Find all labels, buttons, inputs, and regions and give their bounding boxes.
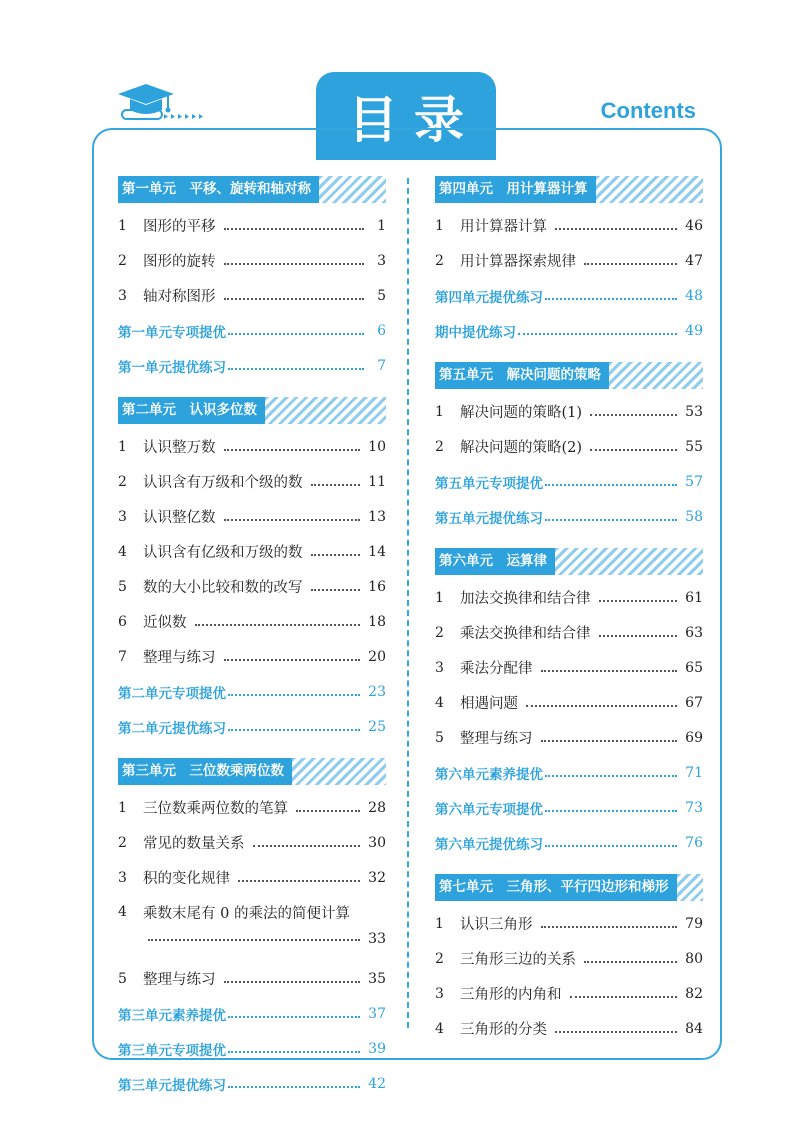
entry-title: 三角形三边的关系 (460, 952, 576, 968)
dot-leader (224, 449, 361, 451)
entry-page: 1 (377, 217, 386, 234)
dot-leader (228, 333, 364, 335)
toc-entry[interactable] (118, 860, 386, 895)
entry-title: 用计算器计算 (460, 219, 547, 235)
toc-entry-practice[interactable] (118, 674, 386, 709)
entry-page: 49 (685, 322, 703, 339)
toc-entry[interactable] (118, 790, 386, 825)
toc-entry[interactable] (435, 941, 703, 976)
dot-leader (545, 775, 677, 777)
entry-number: 1 (435, 217, 444, 234)
entry-title: 第四单元提优练习 (435, 289, 543, 306)
graduation-cap-icon (116, 80, 206, 126)
dot-leader (545, 810, 677, 812)
entry-number: 2 (118, 834, 127, 851)
entry-title: 三角形的内角和 (460, 987, 562, 1003)
entry-page: 11 (368, 473, 386, 490)
entry-page: 20 (368, 648, 386, 665)
entry-number: 1 (435, 403, 444, 420)
entry-page: 10 (368, 438, 386, 455)
dot-leader (545, 484, 677, 486)
dot-leader (238, 880, 360, 882)
entry-page: 67 (685, 694, 703, 711)
entry-page: 65 (685, 659, 703, 676)
entry-page: 80 (685, 950, 703, 967)
entry-title: 积的变化规律 (143, 871, 230, 887)
entry-number: 4 (118, 543, 127, 560)
entry-title: 图形的旋转 (143, 254, 216, 270)
stripe-decoration (555, 548, 703, 575)
entry-page: 35 (368, 970, 386, 987)
toc-entry[interactable] (118, 243, 386, 278)
entry-page: 33 (368, 931, 386, 947)
dot-leader (224, 519, 361, 521)
entry-number: 7 (118, 648, 127, 665)
toc-entry[interactable] (118, 208, 386, 243)
entry-page: 69 (685, 729, 703, 746)
entry-number: 3 (118, 508, 127, 525)
entry-page: 18 (368, 613, 386, 630)
entry-title: 认识含有亿级和万级的数 (143, 545, 303, 561)
entry-title: 相遇问题 (460, 696, 518, 712)
toc-entry[interactable] (435, 394, 703, 429)
dot-leader (545, 845, 677, 847)
entry-title: 解决问题的策略(2) (460, 440, 583, 456)
entry-title: 第五单元专项提优 (435, 475, 543, 492)
toc-left-column (118, 176, 386, 1101)
entry-title: 图形的平移 (143, 219, 216, 235)
entry-page: 53 (685, 403, 703, 420)
entry-number: 4 (435, 694, 444, 711)
toc-entry[interactable] (118, 569, 386, 604)
entry-page: 28 (368, 799, 386, 816)
entry-title: 加法交换律和结合律 (460, 591, 591, 607)
dot-leader (545, 298, 677, 300)
unit-header (118, 397, 386, 424)
toc-entry[interactable] (435, 685, 703, 720)
entry-page: 42 (368, 1075, 386, 1092)
entry-number: 2 (435, 950, 444, 967)
entry-page: 46 (685, 217, 703, 234)
entry-page: 71 (685, 764, 703, 781)
toc-entry[interactable] (118, 429, 386, 464)
entry-page: 79 (685, 915, 703, 932)
dot-leader (296, 810, 360, 812)
dot-leader (224, 659, 361, 661)
entry-title: 乘法交换律和结合律 (460, 626, 591, 642)
dot-leader (555, 1031, 677, 1033)
dot-leader (228, 1086, 360, 1088)
dot-leader (541, 670, 678, 672)
entry-title: 第三单元提优练习 (118, 1077, 226, 1094)
dot-leader (599, 635, 678, 637)
dot-leader (555, 228, 677, 230)
stripe-decoration (609, 362, 703, 389)
entry-title: 三位数乘两位数的笔算 (143, 801, 288, 817)
toc-entry[interactable] (435, 976, 703, 1011)
toc-entry[interactable] (435, 208, 703, 243)
entry-page: 7 (377, 357, 386, 374)
entry-number: 2 (118, 252, 127, 269)
dot-leader (584, 961, 677, 963)
entry-title: 第二单元专项提优 (118, 685, 226, 702)
entry-page: 73 (685, 799, 703, 816)
entry-page: 6 (377, 322, 386, 339)
stripe-decoration (596, 176, 704, 203)
dot-leader (228, 1051, 360, 1053)
toc-entry[interactable] (435, 243, 703, 278)
entry-number: 1 (435, 915, 444, 932)
dot-leader (526, 705, 677, 707)
entry-title: 第六单元专项提优 (435, 801, 543, 818)
dot-leader (228, 729, 360, 731)
entry-number: 5 (118, 970, 127, 987)
contents-label: Contents (600, 98, 696, 123)
entry-page: 58 (685, 508, 703, 525)
entry-title: 乘数末尾有 0 的乘法的简便计算 (143, 905, 350, 922)
unit-header (435, 548, 703, 575)
entry-number: 3 (118, 287, 127, 304)
dot-leader (545, 519, 677, 521)
entry-title: 解决问题的策略(1) (460, 405, 583, 421)
toc-entry-practice[interactable] (435, 499, 703, 534)
stripe-decoration (319, 176, 386, 203)
entry-page: 5 (377, 287, 386, 304)
unit-title: 第七单元 三角形、平行四边形和梯形 (435, 874, 677, 901)
entry-title: 第一单元专项提优 (118, 324, 226, 341)
entry-number: 3 (435, 659, 444, 676)
stripe-decoration (265, 397, 386, 424)
entry-page: 61 (685, 589, 703, 606)
dot-leader (584, 263, 677, 265)
entry-title: 常见的数量关系 (143, 836, 245, 852)
entry-title: 第二单元提优练习 (118, 720, 226, 737)
toc-entry[interactable] (435, 650, 703, 685)
toc-entry-practice[interactable] (435, 790, 703, 825)
toc-entry-practice[interactable] (435, 278, 703, 313)
entry-title: 轴对称图形 (143, 289, 216, 305)
dot-leader (599, 600, 678, 602)
dot-leader (224, 263, 365, 265)
entry-title: 第五单元提优练习 (435, 510, 543, 527)
dot-leader (228, 694, 360, 696)
toc-entry[interactable] (118, 604, 386, 639)
entry-title: 第六单元素养提优 (435, 766, 543, 783)
entry-number: 6 (118, 613, 127, 630)
entry-page: 25 (368, 718, 386, 735)
toc-entry[interactable] (435, 720, 703, 755)
toc-entry-practice[interactable] (118, 709, 386, 744)
toc-entry-practice[interactable] (118, 313, 386, 348)
entry-title: 三角形的分类 (460, 1022, 547, 1038)
dot-leader (541, 926, 678, 928)
entry-number: 1 (118, 217, 127, 234)
toc-entry-practice[interactable] (435, 464, 703, 499)
entry-page: 48 (685, 287, 703, 304)
entry-page: 82 (685, 985, 703, 1002)
dot-leader (311, 484, 361, 486)
toc-entry-practice[interactable] (435, 825, 703, 860)
unit-header (118, 176, 386, 203)
entry-number: 3 (435, 985, 444, 1002)
entry-page: 84 (685, 1020, 703, 1037)
toc-entry-continuation[interactable] (118, 929, 386, 961)
dot-leader (590, 449, 677, 451)
toc-entry[interactable] (118, 278, 386, 313)
entry-number: 2 (118, 473, 127, 490)
stripe-decoration (292, 758, 386, 785)
toc-entry-practice[interactable] (435, 755, 703, 790)
toc-entry[interactable] (118, 825, 386, 860)
entry-number: 2 (435, 438, 444, 455)
toc-entry[interactable] (118, 534, 386, 569)
unit-header (118, 758, 386, 785)
dot-leader (311, 554, 361, 556)
entry-number: 1 (118, 438, 127, 455)
dot-leader (518, 333, 677, 335)
toc-entry[interactable] (118, 895, 386, 929)
toc-entry[interactable] (435, 580, 703, 615)
toc-entry-practice[interactable] (118, 1066, 386, 1101)
entry-page: 47 (685, 252, 703, 269)
entry-page: 32 (368, 869, 386, 886)
dot-leader (228, 368, 364, 370)
unit-title: 第六单元 运算律 (435, 548, 555, 575)
entry-title: 第一单元提优练习 (118, 359, 226, 376)
toc-entry[interactable] (435, 429, 703, 464)
dot-leader (228, 1016, 360, 1018)
entry-page: 13 (368, 508, 386, 525)
toc-entry[interactable] (118, 499, 386, 534)
entry-page: 76 (685, 834, 703, 851)
entry-number: 1 (435, 589, 444, 606)
dot-leader (224, 981, 361, 983)
dot-leader (570, 996, 678, 998)
entry-page: 16 (368, 578, 386, 595)
entry-page: 55 (685, 438, 703, 455)
entry-page: 37 (368, 1005, 386, 1022)
entry-page: 63 (685, 624, 703, 641)
entry-page: 30 (368, 834, 386, 851)
unit-title: 第二单元 认识多位数 (118, 397, 265, 424)
toc-entry[interactable] (435, 615, 703, 650)
toc-entry-practice[interactable] (435, 313, 703, 348)
entry-number: 4 (435, 1020, 444, 1037)
entry-title: 用计算器探索规律 (460, 254, 576, 270)
unit-title: 第五单元 解决问题的策略 (435, 362, 609, 389)
toc-entry-practice[interactable] (118, 996, 386, 1031)
entry-page: 3 (377, 252, 386, 269)
toc-entry[interactable] (435, 1011, 703, 1046)
entry-number: 2 (435, 252, 444, 269)
dot-leader (224, 298, 365, 300)
unit-title: 第一单元 平移、旋转和轴对称 (118, 176, 319, 203)
dot-leader (148, 939, 360, 941)
entry-number: 2 (435, 624, 444, 641)
entry-title: 认识整万数 (143, 440, 216, 456)
page-title: 目录 (348, 91, 480, 149)
unit-header (435, 176, 703, 203)
unit-title: 第四单元 用计算器计算 (435, 176, 596, 203)
entry-title: 整理与练习 (143, 972, 216, 988)
entry-title: 第六单元提优练习 (435, 836, 543, 853)
toc-entry[interactable] (118, 639, 386, 674)
entry-title: 期中提优练习 (435, 324, 516, 341)
entry-page: 14 (368, 543, 386, 560)
toc-entry[interactable] (118, 464, 386, 499)
entry-title: 整理与练习 (143, 650, 216, 666)
unit-header (435, 874, 703, 901)
entry-number: 5 (118, 578, 127, 595)
entry-title: 第三单元素养提优 (118, 1007, 226, 1024)
dot-leader (541, 740, 678, 742)
entry-number: 1 (118, 799, 127, 816)
entry-page: 39 (368, 1040, 386, 1057)
toc-entry-practice[interactable] (118, 348, 386, 383)
entry-number: 5 (435, 729, 444, 746)
entry-title: 第三单元专项提优 (118, 1042, 226, 1059)
dot-leader (195, 624, 361, 626)
toc-entry[interactable] (435, 906, 703, 941)
dot-leader (253, 845, 361, 847)
entry-title: 认识三角形 (460, 917, 533, 933)
stripe-decoration (677, 874, 704, 901)
entry-page: 57 (685, 473, 703, 490)
dot-leader (311, 589, 361, 591)
entry-number: 3 (118, 869, 127, 886)
entry-number: 4 (118, 904, 127, 920)
unit-header (435, 362, 703, 389)
toc-entry[interactable] (118, 961, 386, 996)
entry-title: 乘法分配律 (460, 661, 533, 677)
entry-title: 认识整亿数 (143, 510, 216, 526)
toc-entry-practice[interactable] (118, 1031, 386, 1066)
entry-title: 近似数 (143, 615, 187, 631)
entry-title: 数的大小比较和数的改写 (143, 580, 303, 596)
toc-right-column (435, 176, 703, 1046)
unit-title: 第三单元 三位数乘两位数 (118, 758, 292, 785)
entry-title: 认识含有万级和个级的数 (143, 475, 303, 491)
entry-title: 整理与练习 (460, 731, 533, 747)
dot-leader (224, 228, 365, 230)
entry-page: 23 (368, 683, 386, 700)
dot-leader (590, 414, 677, 416)
column-divider (407, 178, 409, 1028)
